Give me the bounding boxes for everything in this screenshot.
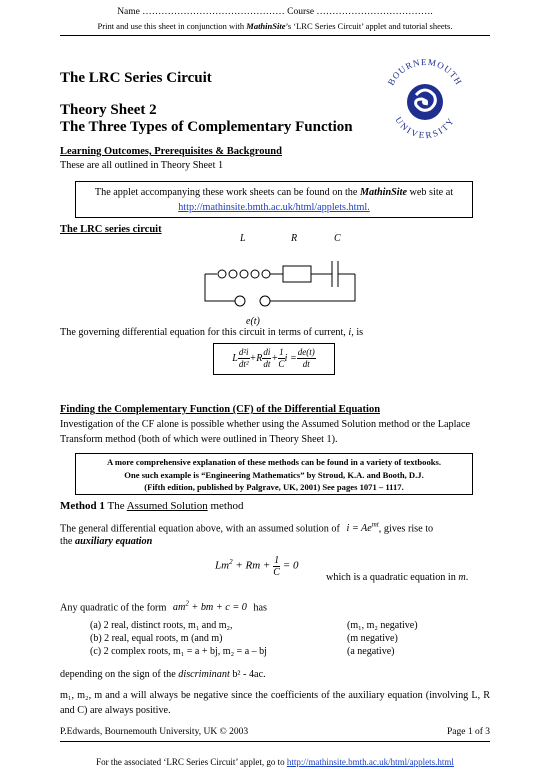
label-C: C — [334, 233, 341, 244]
method1-heading: Method 1 The Assumed Solution method — [60, 500, 244, 512]
footer-divider — [60, 741, 490, 742]
footer-applets-link[interactable]: http://mathinsite.bmth.ac.uk/html/applets.html — [286, 757, 454, 767]
svg-text:BOURNEMOUTH: BOURNEMOUTH — [385, 56, 465, 87]
circuit-heading: The LRC series circuit — [60, 224, 162, 235]
governing-text: The governing differential equation for this circuit in terms of current, i, is — [60, 327, 364, 338]
method1-text2: the auxiliary equation — [60, 536, 153, 547]
inductor-symbol — [218, 270, 270, 278]
discriminant-text: depending on the sign of the discriminant b² - 4ac. — [60, 669, 266, 680]
quadratic-form-text: Any quadratic of the form $am^2$ + bm + c = 0 has — [60, 600, 267, 614]
resistor-symbol — [283, 266, 311, 282]
university-logo — [378, 55, 473, 145]
root-case-a-note: (m₁, m₂ negative) — [347, 620, 418, 631]
cf-text: Investigation of the CF alone is possible whether using the Assumed Solution method or the Laplace Transform method (both of which were outlined in Theory Sheet 1). — [60, 419, 470, 445]
applets-link[interactable]: http://mathinsite.bmth.ac.uk/html/applets.html. — [178, 202, 370, 213]
closing-text: m₁, m₂, m and a will always be negative since the coefficients of the auxiliary equation (involving L, R and C) are always positive. — [60, 690, 490, 716]
sheet-subtitle: The Three Types of Complementary Function — [60, 119, 353, 135]
learning-text: These are all outlined in Theory Sheet 1 — [60, 160, 224, 171]
name-course-line: Name ……………………………………… Course ………………………………. — [117, 7, 433, 17]
capacitor-symbol — [332, 261, 338, 287]
footer-page: Page 1 of 3 — [446, 727, 490, 737]
applet-info-box: The applet accompanying these work sheets can be found on the MathinSite web site at http://mathinsite.bmth.ac.uk/html/applets.html. — [75, 181, 473, 218]
root-case-b: (b) 2 real, equal roots, m (and m) — [90, 633, 223, 644]
circuit-diagram — [195, 255, 375, 315]
root-case-b-note: (m negative) — [347, 633, 398, 644]
footer-applet-note: For the associated ‘LRC Series Circuit’ applet, go to http://mathinsite.bmth.ac.uk/html/applets.html — [96, 757, 454, 767]
page-title: The LRC Series Circuit — [60, 70, 212, 86]
auxiliary-equation: $Lm^2 + Rm$ + $\frac{1}{C}$ = 0 — [215, 554, 299, 578]
footer-credit: P.Edwards, Bournemouth University, UK © 2003 — [60, 727, 249, 737]
svg-text:UNIVERSITY: UNIVERSITY — [393, 115, 457, 141]
cf-heading: Finding the Complementary Function (CF) of the Differential Equation — [60, 404, 381, 415]
reference-box: A more comprehensive explanation of these methods can be found in a variety of textbooks. One such example is “Engineering Mathematics” by Stroud, K.A. and Booth, D.J. (Fifth edition, published by Palgrave, UK, 2001) See pages 1071 – 1117. — [75, 453, 473, 495]
header-instruction: Print and use this sheet in conjunction with MathinSite’s ‘LRC Series Circuit’ applet and tutorial sheets. — [97, 21, 453, 31]
root-case-a: (a) 2 real, distinct roots, m₁ and m₂, — [90, 620, 233, 631]
assumed-solution-formula: $i = Ae^{mt}$ — [346, 521, 379, 535]
learning-heading: Learning Outcomes, Prerequisites & Background — [60, 146, 282, 157]
voltage-source-symbol — [235, 296, 270, 306]
root-case-c-note: (a negative) — [347, 646, 395, 657]
governing-equation: L $\frac{\text{d²i}}{\text{dt²}}$ +R $\frac{di}{dt}$ + $\frac{1}{C}$ i = $\frac{de(t)}{dt}$ — [213, 343, 335, 375]
header-divider — [60, 35, 490, 36]
label-R: R — [291, 233, 298, 244]
sheet-number: Theory Sheet 2 — [60, 102, 157, 118]
root-case-c: (c) 2 complex roots, m₁ = a + bj, m₂ = a – bj — [90, 646, 267, 657]
quadratic-note: which is a quadratic equation in m. — [326, 572, 469, 583]
method1-text1: The general differential equation above, with an assumed solution of $i = Ae^{mt}$, gives rise to — [60, 521, 434, 535]
label-L: L — [240, 233, 246, 244]
label-e: e(t) — [246, 316, 260, 327]
quadratic-form: $am^2$ + bm + c = 0 — [172, 600, 247, 614]
